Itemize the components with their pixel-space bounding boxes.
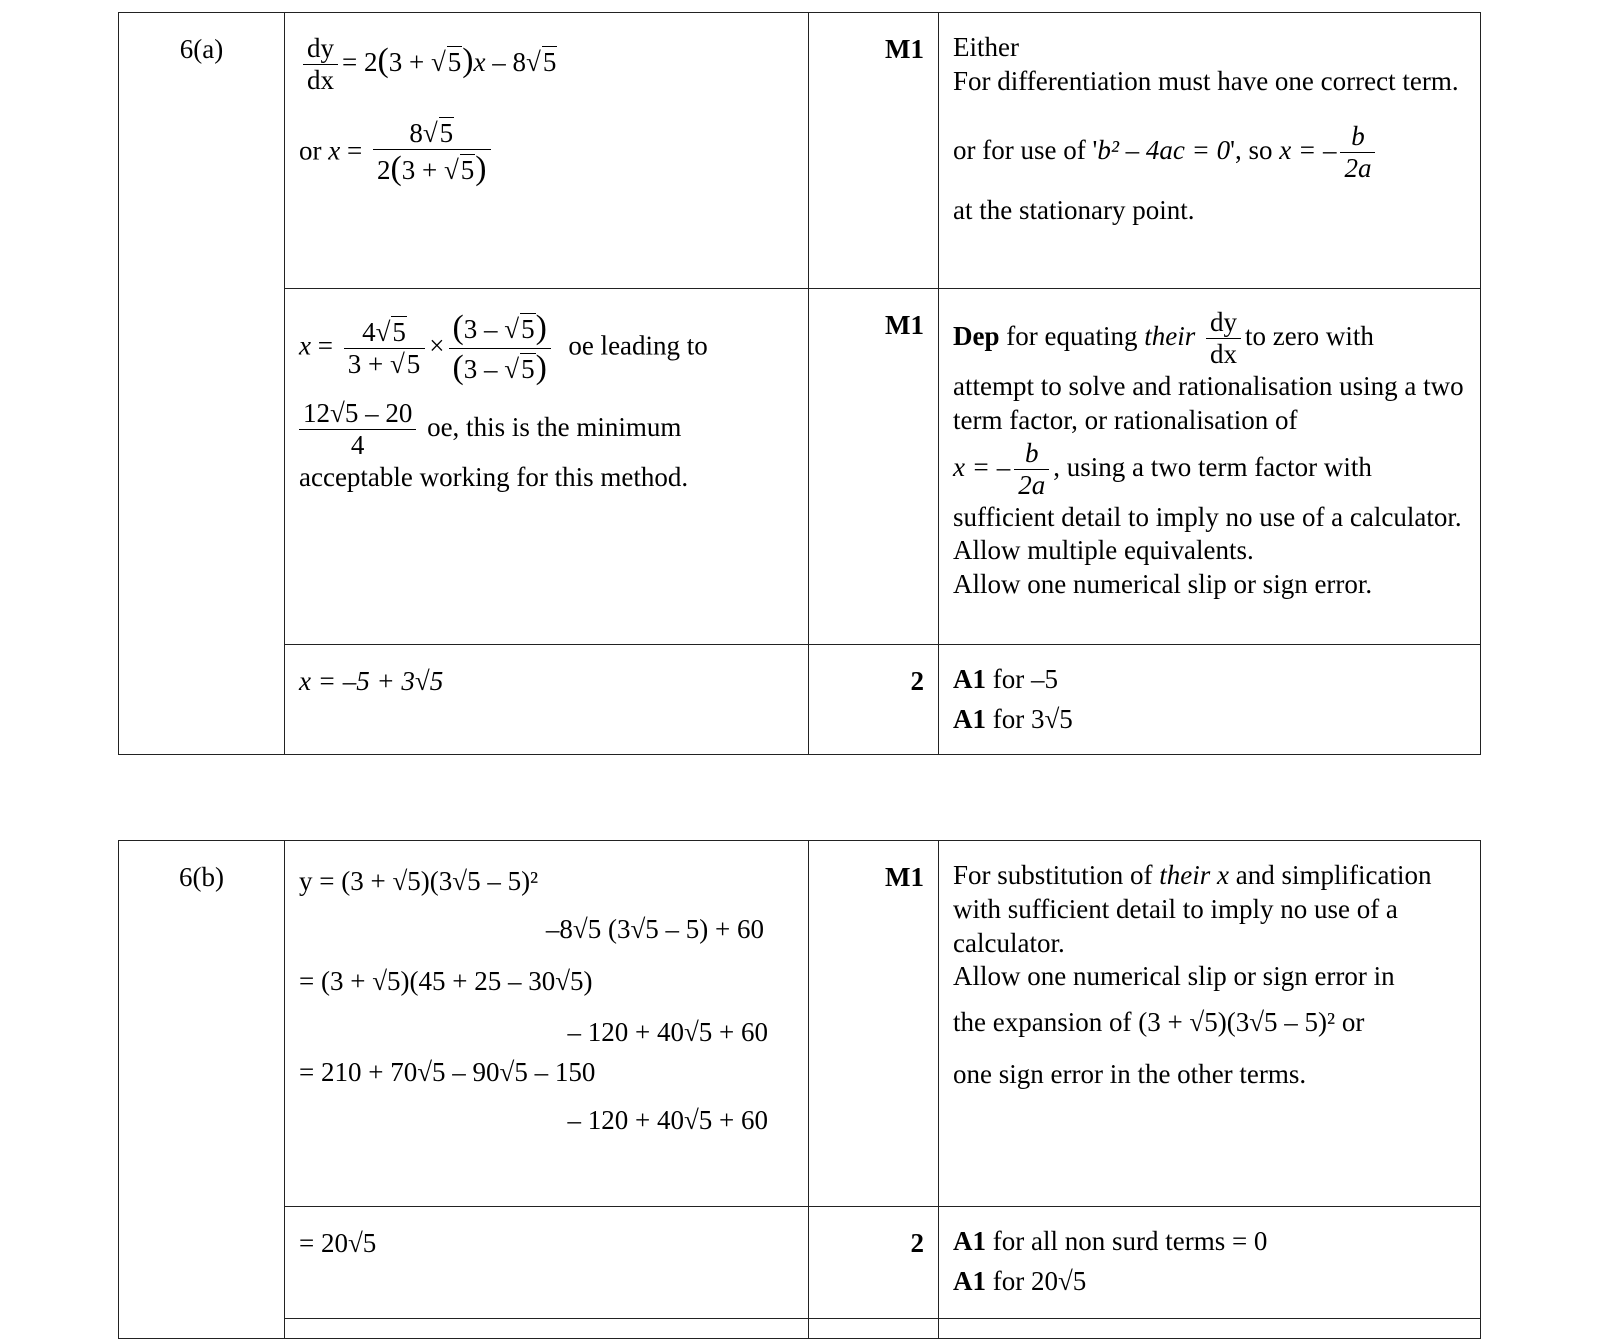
- working-line: – 120 + 40√5 + 60: [567, 1017, 768, 1048]
- final-answer: = 20√5: [299, 1228, 377, 1258]
- working-line: –8√5 (3√5 – 5) + 60: [545, 913, 764, 944]
- guidance-formula: x = – $\frac{b}{2a}$ , using a two term factor with: [953, 437, 1372, 500]
- continuation-cell: [285, 1319, 809, 1339]
- guidance-text: one sign error in the other terms.: [953, 1058, 1307, 1089]
- question-label: 6(a): [119, 13, 285, 755]
- working-line: y = (3 + √5)(3√5 – 5)²: [299, 866, 539, 896]
- guidance-text: Allow one numerical slip or sign error.: [953, 569, 1373, 600]
- continuation-cell: [809, 1319, 939, 1339]
- answer-cell: [285, 1207, 809, 1319]
- guidance-text: Allow one numerical slip or sign error in: [953, 961, 1395, 992]
- answer-cell: [285, 289, 809, 645]
- mark-cell: 2: [809, 645, 939, 755]
- guidance-cell: [939, 645, 1481, 755]
- mark-cell: M1: [809, 13, 939, 289]
- guidance-text: sufficient detail to imply no use of a calculator. Allow multiple equivalents.: [953, 501, 1462, 566]
- mark-cell: M1: [809, 841, 939, 1207]
- answer-note: acceptable working for this method.: [299, 461, 689, 492]
- x-expression: or x = $\frac{8√5}{2(3 + √5)}$: [299, 118, 794, 189]
- answer-cell: [285, 841, 809, 1207]
- guidance-a1: A1 for –5: [953, 664, 1058, 694]
- mark-scheme-table-6a: [118, 12, 1481, 755]
- guidance-text: attempt to solve and rationalisation using a two term factor, or rationalisation of: [953, 371, 1464, 435]
- answer-cell: [285, 645, 809, 755]
- answer-cell: [285, 13, 809, 289]
- guidance-cell: [939, 841, 1481, 1207]
- guidance-cell: [939, 13, 1481, 289]
- mark-cell: 2: [809, 1207, 939, 1319]
- guidance-cell: [939, 1207, 1481, 1319]
- guidance-text: For differentiation must have one correct term.: [953, 65, 1459, 96]
- guidance-text: at the stationary point.: [953, 194, 1195, 225]
- guidance-formula: or for use of 'b² – 4ac = 0', so x = – $\frac{b}{2a}$: [953, 121, 1468, 184]
- intermediate-expression: $\frac{12√5 - 20}{4}$ oe, this is the minimum: [299, 398, 794, 461]
- working-line: = 210 + 70√5 – 90√5 – 150: [299, 1057, 596, 1087]
- guidance-dep-line: Dep for equating their $\frac{dy}{dx}$ to zero with: [953, 307, 1374, 370]
- derivative-expression: $\frac{dy}{dx}$ = 2(3 + √5)x – 8√5: [299, 33, 794, 96]
- guidance-a1: A1 for all non surd terms = 0: [953, 1226, 1268, 1256]
- guidance-formula: the expansion of (3 + √5)(3√5 – 5)² or: [953, 1007, 1365, 1037]
- working-line: – 120 + 40√5 + 60: [567, 1104, 768, 1135]
- continuation-cell: [939, 1319, 1481, 1339]
- mark-cell: M1: [809, 289, 939, 645]
- guidance-cell: [939, 289, 1481, 645]
- question-label: 6(b): [119, 841, 285, 1339]
- guidance-a1: A1 for 3√5: [953, 703, 1073, 734]
- guidance-text: For substitution of their x and simplification with sufficient detail to imply no use of a calculator.: [953, 860, 1432, 958]
- rationalisation-expression: x = $\frac{4√5}{3 + √5}$ × $\frac{(3 - √5)}{(3 - √5)}$ oe leading to: [299, 309, 708, 386]
- guidance-a1: A1 for 20√5: [953, 1265, 1087, 1296]
- mark-scheme-table-6b: [118, 840, 1481, 1339]
- working-line: = (3 + √5)(45 + 25 – 30√5): [299, 965, 593, 996]
- final-answer: x = –5 + 3√5: [299, 666, 444, 696]
- guidance-text: Either: [953, 32, 1019, 62]
